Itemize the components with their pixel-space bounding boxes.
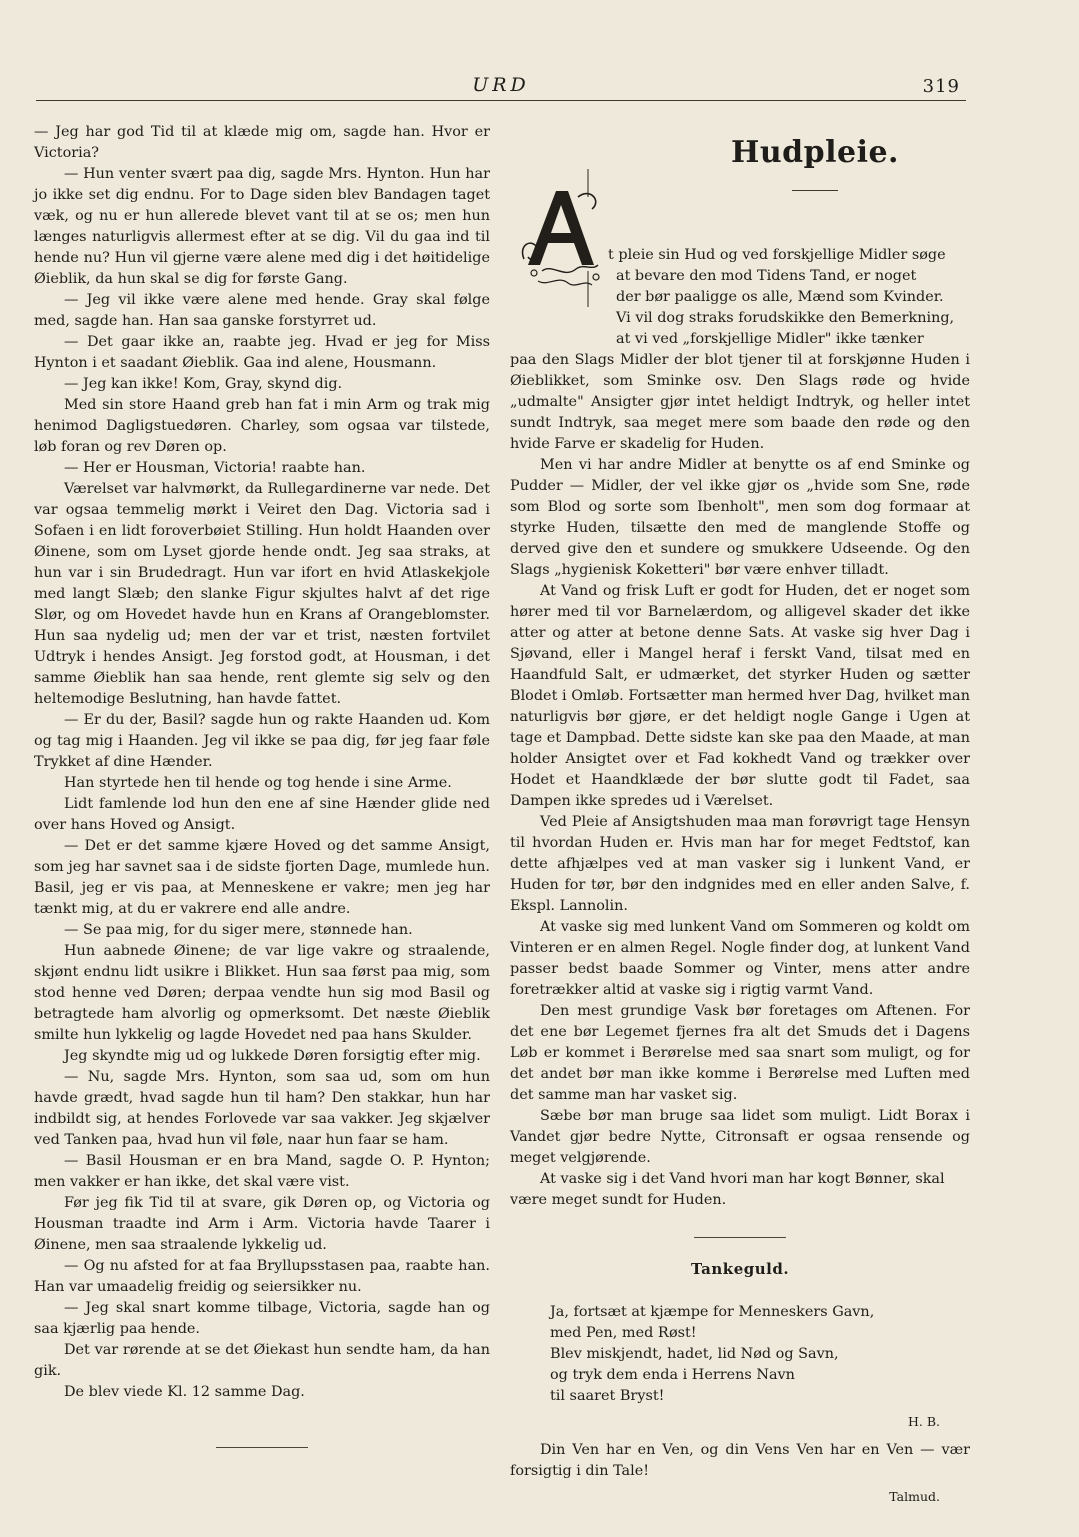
page-header	[36, 74, 966, 104]
intro-line: Vi vil dog straks forudskikke den Bemerkning,	[616, 310, 955, 326]
intro-line: der bør paaligge os alle, Mænd som Kvinder.	[616, 289, 944, 305]
story-paragraph: Værelset var halvmørkt, da Rullegardinerne var nede. Det var ogsaa temmelig mørkt i Veiret den Dag. Victoria sad i Sofaen i en lidt foroverbøiet Stilling. Hun holdt Haanden over Øinene, som om Lyset gjorde hende ondt. Jeg saa straks, at hun var i sin Brudedragt. Hun var ifort en hvid Atlaskekjole med langt Slæb; den slanke Figur skjultes halvt af det rige Slør, og om Hovedet havde hun en Krans af Orangeblomster. Hun saa nydelig ud; men der var et trist, næsten fortvilet Udtryk i hendes Ansigt. Jeg forstod godt, at Housman, i det samme Øieblik han saa hende, rent glemte sig selv og den heltemodige Beslutning, han havde fattet.	[34, 481, 490, 707]
story-paragraph: — Det er det samme kjære Hoved og det samme Ansigt, som jeg har savnet saa i de sidste fjorten Dage, mumlede hun. Basil, jeg er vis paa, at Menneskene er vakre; men jeg har tænkt mig, at du er vakrere end alle andre.	[34, 838, 490, 917]
story-paragraph: — Basil Housman er en bra Mand, sagde O. P. Hynton; men vakker er han ikke, det skal være vist.	[34, 1153, 490, 1190]
poem-line: til saaret Bryst!	[550, 1388, 665, 1404]
intro-line: at vi ved „forskjellige Midler" ikke tænker	[616, 331, 924, 347]
story-paragraph: Med sin store Haand greb han fat i min Arm og trak mig henimod Dagligstuedøren. Charley, som ogsaa var tilstede, løb foran og rev Døren op.	[34, 397, 490, 455]
poem-line: og tryk dem enda i Herrens Navn	[550, 1367, 795, 1383]
article-intro	[510, 193, 970, 350]
story-paragraph: Før jeg fik Tid til at svare, gik Døren op, og Victoria og Housman traadte ind Arm i Arm. Victoria havde Taarer i Øinene, men saa straalende lykkelig ud.	[34, 1195, 490, 1253]
article-paragraph: At vaske sig med lunkent Vand om Sommeren og koldt om Vinteren er en almen Regel. Nogle finder dog, at lunkent Vand passer bedst baade Sommer og Vinter, mens atter andre foretrækker altid at vaske sig i rigtig varmt Vand.	[510, 919, 970, 998]
poem-line: Ja, fortsæt at kjæmpe for Menneskers Gavn,	[550, 1304, 875, 1320]
story-paragraph: — Det gaar ikke an, raabte jeg. Hvad er jeg for Miss Hynton i et saadant Øieblik. Gaa ind alene, Housmann.	[34, 334, 490, 371]
poem-line: Blev miskjendt, hadet, lid Nød og Savn,	[550, 1346, 839, 1362]
poem-signature: H. B.	[907, 1414, 940, 1429]
page-number: 319	[922, 76, 960, 97]
story-paragraph: Hun aabnede Øinene; de var lige vakre og straalende, skjønt endnu lidt usikre i Blikket. Hun saa først paa mig, som stod henne ved Døren; derpaa vendte hun sig mod Basil og betragtede ham alvorlig og opmerksomt. Det næste Øieblik smilte hun lykkelig og lagde Hovedet ned paa hans Skulder.	[34, 943, 490, 1043]
title-rule	[792, 190, 838, 191]
story-paragraph: — Jeg har god Tid til at klæde mig om, sagde han. Hvor er Victoria?	[34, 124, 490, 161]
story-paragraph: Han styrtede hen til hende og tog hende i sine Arme.	[64, 775, 452, 791]
header-rule	[36, 100, 966, 101]
intro-line: at bevare den mod Tidens Tand, er noget	[616, 268, 917, 284]
article-paragraph: At vaske sig i det Vand hvori man har kogt Bønner, skal være meget sundt for Huden.	[510, 1171, 945, 1208]
story-column	[34, 122, 490, 1448]
article-paragraph: Den mest grundige Vask bør foretages om Aftenen. For det ene bør Legemet fjernes fra alt det Smuds det i Dagens Løb er kommet i Berørelse med saa snart som muligt, og for det andet bør man ikke komme i Berørelse med Luften med det samme man har vasket sig.	[510, 1003, 970, 1103]
quote-source: Talmud.	[889, 1489, 940, 1504]
story-paragraph: — Og nu afsted for at faa Bryllupsstasen paa, raabte han. Han var umaadelig freidig og seiersikker nu.	[34, 1258, 490, 1295]
quote	[510, 1440, 970, 1507]
intro-line: t pleie sin Hud og ved forskjellige Midler søge	[608, 247, 946, 263]
quote-text: Din Ven har en Ven, og din Vens Ven har en Ven — vær forsigtig i din Tale!	[510, 1442, 970, 1479]
story-paragraph: — Hun venter svært paa dig, sagde Mrs. Hynton. Hun har jo ikke set dig endnu. For to Dage siden blev Bandagen taget væk, og nu er hun allerede blevet vant til at se os; men hun længes naturligvis allermest efter at se dig. Vil du gaa ind til hende nu? Hun vil gjerne være alene med dig i det høitidelige Øieblik, da hun skal se dig for første Gang.	[34, 166, 490, 287]
story-paragraph: — Jeg skal snart komme tilbage, Victoria, sagde han og saa kjærlig paa hende.	[34, 1300, 490, 1337]
story-paragraph: — Jeg vil ikke være alene med hende. Gray skal følge med, sagde han. Han saa ganske forstyrret ud.	[34, 292, 490, 329]
poem-line: med Pen, med Røst!	[550, 1325, 697, 1341]
story-paragraph: Jeg skyndte mig ud og lukkede Døren forsigtig efter mig.	[64, 1048, 481, 1064]
ornamental-initial-a	[518, 167, 602, 309]
story-paragraph: — Se paa mig, for du siger mere, stønnede han.	[64, 922, 413, 938]
journal-title: URD	[472, 74, 530, 96]
article-title: Hudpleie.	[730, 135, 900, 170]
story-paragraph: Lidt famlende lod hun den ene af sine Hænder glide ned over hans Hoved og Ansigt.	[34, 796, 490, 833]
story-paragraph: — Nu, sagde Mrs. Hynton, som saa ud, som om hun havde grædt, hvad sagde hun til ham? Den stakkar, hun har indbildt sig, at hendes Forlovede var saa vakker. Jeg skjælver ved Tanken paa, hvad hun vil føle, naar hun faar se ham.	[34, 1069, 490, 1148]
end-rule	[216, 1447, 308, 1448]
tankeguld-title: Tankeguld.	[690, 1260, 790, 1278]
story-paragraph: — Her er Housman, Victoria! raabte han.	[64, 460, 366, 476]
story-paragraph: — Jeg kan ikke! Kom, Gray, skynd dig.	[64, 376, 343, 392]
article-paragraph: Sæbe bør man bruge saa lidet som muligt. Lidt Borax i Vandet gjør bedre Nytte, Citronsaft er ogsaa rensende og meget velgjørende.	[510, 1108, 970, 1166]
story-paragraph: Det var rørende at se det Øiekast hun sendte ham, da han gik.	[34, 1342, 490, 1379]
article-paragraph: Ved Pleie af Ansigtshuden maa man forøvrigt tage Hensyn til hvordan Huden er. Hvis man har for meget Fedtstof, kan dette afhjælpes ved at man vasker sig i lunkent Vand, er Huden for tør, bør den indgnides med en eller anden Salve, f. Ekspl. Lannolin.	[510, 814, 970, 914]
dropcap-letter: A	[556, 248, 562, 257]
section-rule	[694, 1237, 786, 1238]
article-paragraph: At Vand og frisk Luft er godt for Huden, det er noget som hører med til vor Barnelærdom, og alligevel skader det ikke atter og atter at betone denne Sats. At vaske sig hver Dag i Sjøvand, eller i Mangel heraf i ferskt Vand, tilsat med en Haandfuld Salt, er udmærket, det styrker Huden og sætter Blodet i Omløb. Fortsætter man hermed hver Dag, hvilket man naturligvis bør gjøre, er det heldigt nogle Gange i Ugen at tage et Dampbad. Dette sidste kan ske paa den Maade, at man holder Ansigtet over et Fad kokhedt Vand og trækker over Hodet et Haandklæde der bør slutte godt til Fadet, saa Dampen ikke spredes ud i Værelset.	[510, 583, 970, 809]
article-column	[510, 122, 970, 1507]
article-paragraph: Men vi har andre Midler at benytte os af end Sminke og Pudder — Midler, der vel ikke gjør os „hvide som Sne, røde som Blod og sorte som Ibenholt", men som dog formaar at styrke Huden, tilsætte den med de manglende Stoffe og derved give den et sundere og smukkere Udseende. Og den Slags „hygienisk Koketteri" bør være enhver tilladt.	[510, 457, 970, 578]
story-paragraph: De blev viede Kl. 12 samme Dag.	[64, 1384, 305, 1400]
article-paragraph: paa den Slags Midler der blot tjener til at forskjønne Huden i Øieblikket, som Sminke osv. Den Slags røde og hvide „udmalte" Ansigter gjør intet heldigt Indtryk, og heller intet sundt Indtryk, saa meget mere som baade den røde og den hvide Farve er skadelig for Huden.	[510, 352, 970, 452]
poem	[550, 1302, 970, 1432]
story-paragraph: — Er du der, Basil? sagde hun og rakte Haanden ud. Kom og tag mig i Haanden. Jeg vil ikke se paa dig, før jeg faar føle Trykket af dine Hænder.	[34, 712, 490, 770]
